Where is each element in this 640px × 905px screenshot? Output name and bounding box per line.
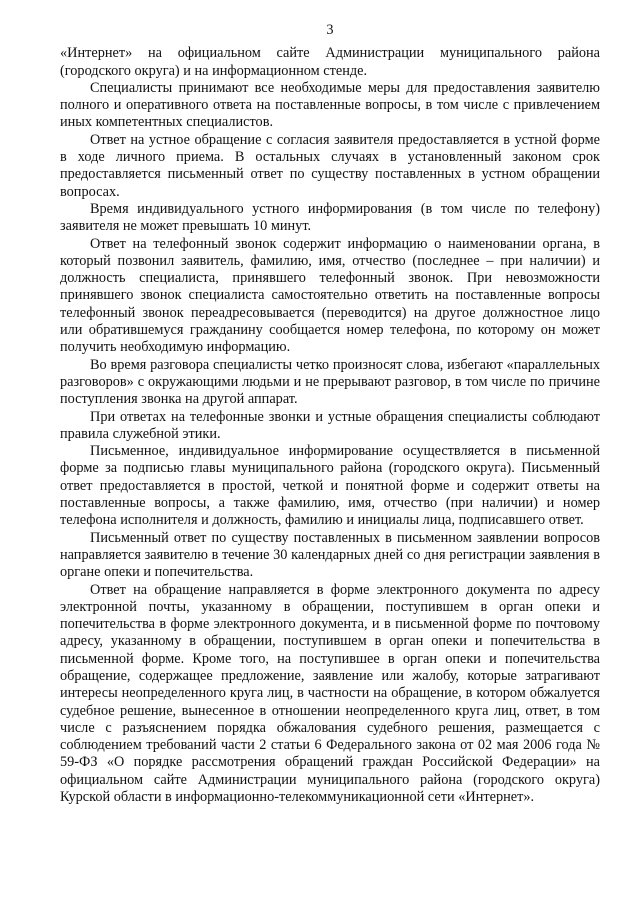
paragraph: Ответ на устное обращение с согласия заявителя предоставляется в устной форме в ходе личного приема. В остальных случаях в установленный законом срок предоставляется письменный ответ по существу поставленных в устном обращении вопросах. <box>60 131 600 200</box>
paragraph: При ответах на телефонные звонки и устные обращения специалисты соблюдают правила служебной этики. <box>60 408 600 442</box>
paragraph-continuation: «Интернет» на официальном сайте Администрации муниципального района (городского округа) и на информационном стенде. <box>60 45 600 79</box>
paragraph: Письменное, индивидуальное информирование осуществляется в письменной форме за подписью главы муниципального района (городского округа). Письменный ответ предоставляется в простой, четкой и понятной форме и содержит ответы на поставленные вопросы, а также фамилию, имя, отчество (при наличии) и номер телефона исполнителя и должность, фамилию и инициалы лица, подписавшего ответ. <box>60 443 600 529</box>
paragraph: Время индивидуального устного информирования (в том числе по телефону) заявителя не может превышать 10 минут. <box>60 200 600 235</box>
paragraph: Ответ на телефонный звонок содержит информацию о наименовании органа, в который позвонил заявитель, фамилию, имя, отчество (последнее – при наличии) и должность специалиста, принявшего телефонный звонок. При невозможности принявшего звонок специалиста самостоятельно ответить на поставленные вопросы телефонный звонок переадресовывается (переводится) на другое должностное лицо или обратившемуся гражданину сообщается номер телефона, по которому он может получить необходимую информацию. <box>60 235 600 356</box>
paragraph: Специалисты принимают все необходимые меры для предоставления заявителю полного и оперативного ответа на поставленные вопросы, в том числе с привлечением иных компетентных специалистов. <box>60 79 600 131</box>
paragraph: Ответ на обращение направляется в форме электронного документа по адресу электронной почты, указанному в обращении, поступившем в орган опеки и попечительства в форме электронного документа, и в письменной форме по почтовому адресу, указанному в обращении, поступившем в орган опеки и попечительства в письменной форме. Кроме того, на поступившее в орган опеки и попечительства обращение, содержащее предложение, заявление или жалобу, которые затрагивают интересы неопределенного круга лиц, в частности на обращение, в котором обжалуется судебное решение, вынесенное в отношении неопределенного круга лиц, ответ, в том числе с разъяснением порядка обжалования судебного решения, размещается с соблюдением требований части 2 статьи 6 Федерального закона от 02 мая 2006 года № 59-ФЗ «О порядке рассмотрения обращений граждан Российской Федерации» на официальном сайте Администрации муниципального района (городского округа) Курской области в информационно-телекоммуникационной сети «Интернет». <box>60 581 600 806</box>
paragraph: Письменный ответ по существу поставленных в письменном заявлении вопросов направляется заявителю в течение 30 календарных дней со дня регистрации заявления в органе опеки и попечительства. <box>60 529 600 581</box>
paragraph: Во время разговора специалисты четко произносят слова, избегают «параллельных разговоров» с окружающими людьми и не прерывают разговор, в том числе по причине поступления звонка на другой аппарат. <box>60 356 600 408</box>
page-number: 3 <box>326 22 334 38</box>
